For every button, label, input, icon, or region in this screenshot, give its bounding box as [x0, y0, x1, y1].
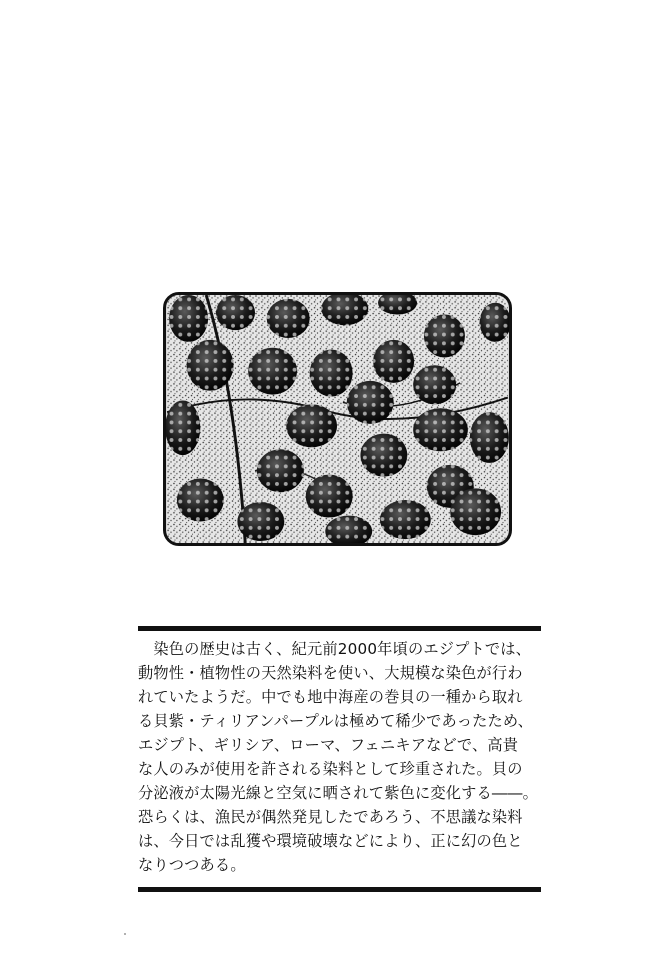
text-line: エジプト、ギリシア、ローマ、フェニキアなどで、高貴: [138, 736, 519, 754]
text-line: なりつつある。: [138, 856, 246, 874]
text-line: 分泌液が太陽光線と空気に晒されて紫色に変化する――。: [138, 784, 539, 802]
murex-shells-on-rock-icon: [166, 295, 509, 543]
text-line: る貝紫・ティリアンパープルは極めて稀少であったため、: [138, 712, 534, 730]
text-line: 恐らくは、漁民が偶然発見したであろう、不思議な染料: [138, 808, 523, 826]
scan-speck: [124, 933, 126, 935]
text-line: は、今日では乱獲や環境破壊などにより、正に幻の色と: [138, 832, 523, 850]
text-line: な人のみが使用を許される染料として珍重された。貝の: [138, 760, 523, 778]
text-line: 動物性・植物性の天然染料を使い、大規模な染色が行わ: [138, 664, 523, 682]
body-paragraph: [138, 637, 542, 877]
bottom-rule: [138, 887, 541, 892]
shell-illustration: [163, 292, 512, 546]
text-line: 染色の歴史は古く、紀元前2000年頃のエジプトでは、: [138, 640, 532, 658]
top-rule: [138, 626, 541, 631]
text-line: れていたようだ。中でも地中海産の巻貝の一種から取れ: [138, 688, 523, 706]
